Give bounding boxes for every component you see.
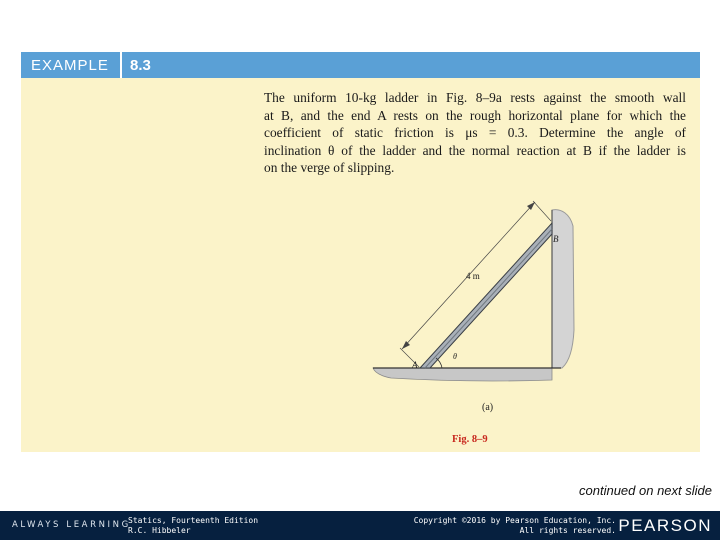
label-length: 4 m	[466, 271, 480, 281]
copyright-line-1: Copyright ©2016 by Pearson Education, Inc.	[413, 516, 616, 525]
ladder	[420, 223, 552, 368]
problem-line: inclination θ of the ladder and the normal reaction at B if the ladder is	[264, 142, 686, 158]
ladder-figure	[21, 78, 700, 452]
book-author: R.C. Hibbeler	[128, 526, 191, 535]
copyright-line-2: All rights reserved.	[519, 526, 616, 535]
label-b: B	[553, 234, 559, 244]
continued-note: continued on next slide	[579, 483, 712, 498]
figure-caption: Fig. 8–9	[452, 434, 488, 445]
book-title: Statics, Fourteenth Edition	[128, 516, 259, 525]
ground	[373, 368, 552, 381]
example-label: EXAMPLE	[31, 56, 109, 74]
dimension-arrow-lower	[402, 341, 410, 349]
problem-line: on the verge of slipping.	[264, 160, 395, 175]
problem-line: at B, and the end A rests on the rough horizontal plane for which the	[264, 107, 686, 123]
always-learning-tagline: ALWAYS LEARNING	[12, 520, 131, 530]
book-info	[128, 516, 258, 536]
problem-line: coefficient of static friction is μs = 0.3. Determine the angle of	[264, 125, 686, 140]
dimension-arrow-upper	[527, 202, 535, 210]
ladder-shade	[425, 229, 552, 368]
example-header	[21, 52, 700, 78]
label-a: A	[412, 360, 418, 370]
content-panel	[21, 78, 700, 452]
example-number: 8.3	[130, 56, 151, 74]
copyright	[414, 516, 616, 536]
pearson-logo: PEARSON	[618, 516, 712, 535]
figure-subcaption: (a)	[482, 402, 494, 413]
problem-line: The uniform 10-kg ladder in Fig. 8–9a rests against the smooth wall	[264, 90, 686, 105]
label-theta: θ	[453, 352, 457, 361]
footer-bar	[0, 511, 720, 540]
extension-line-upper	[533, 201, 551, 221]
